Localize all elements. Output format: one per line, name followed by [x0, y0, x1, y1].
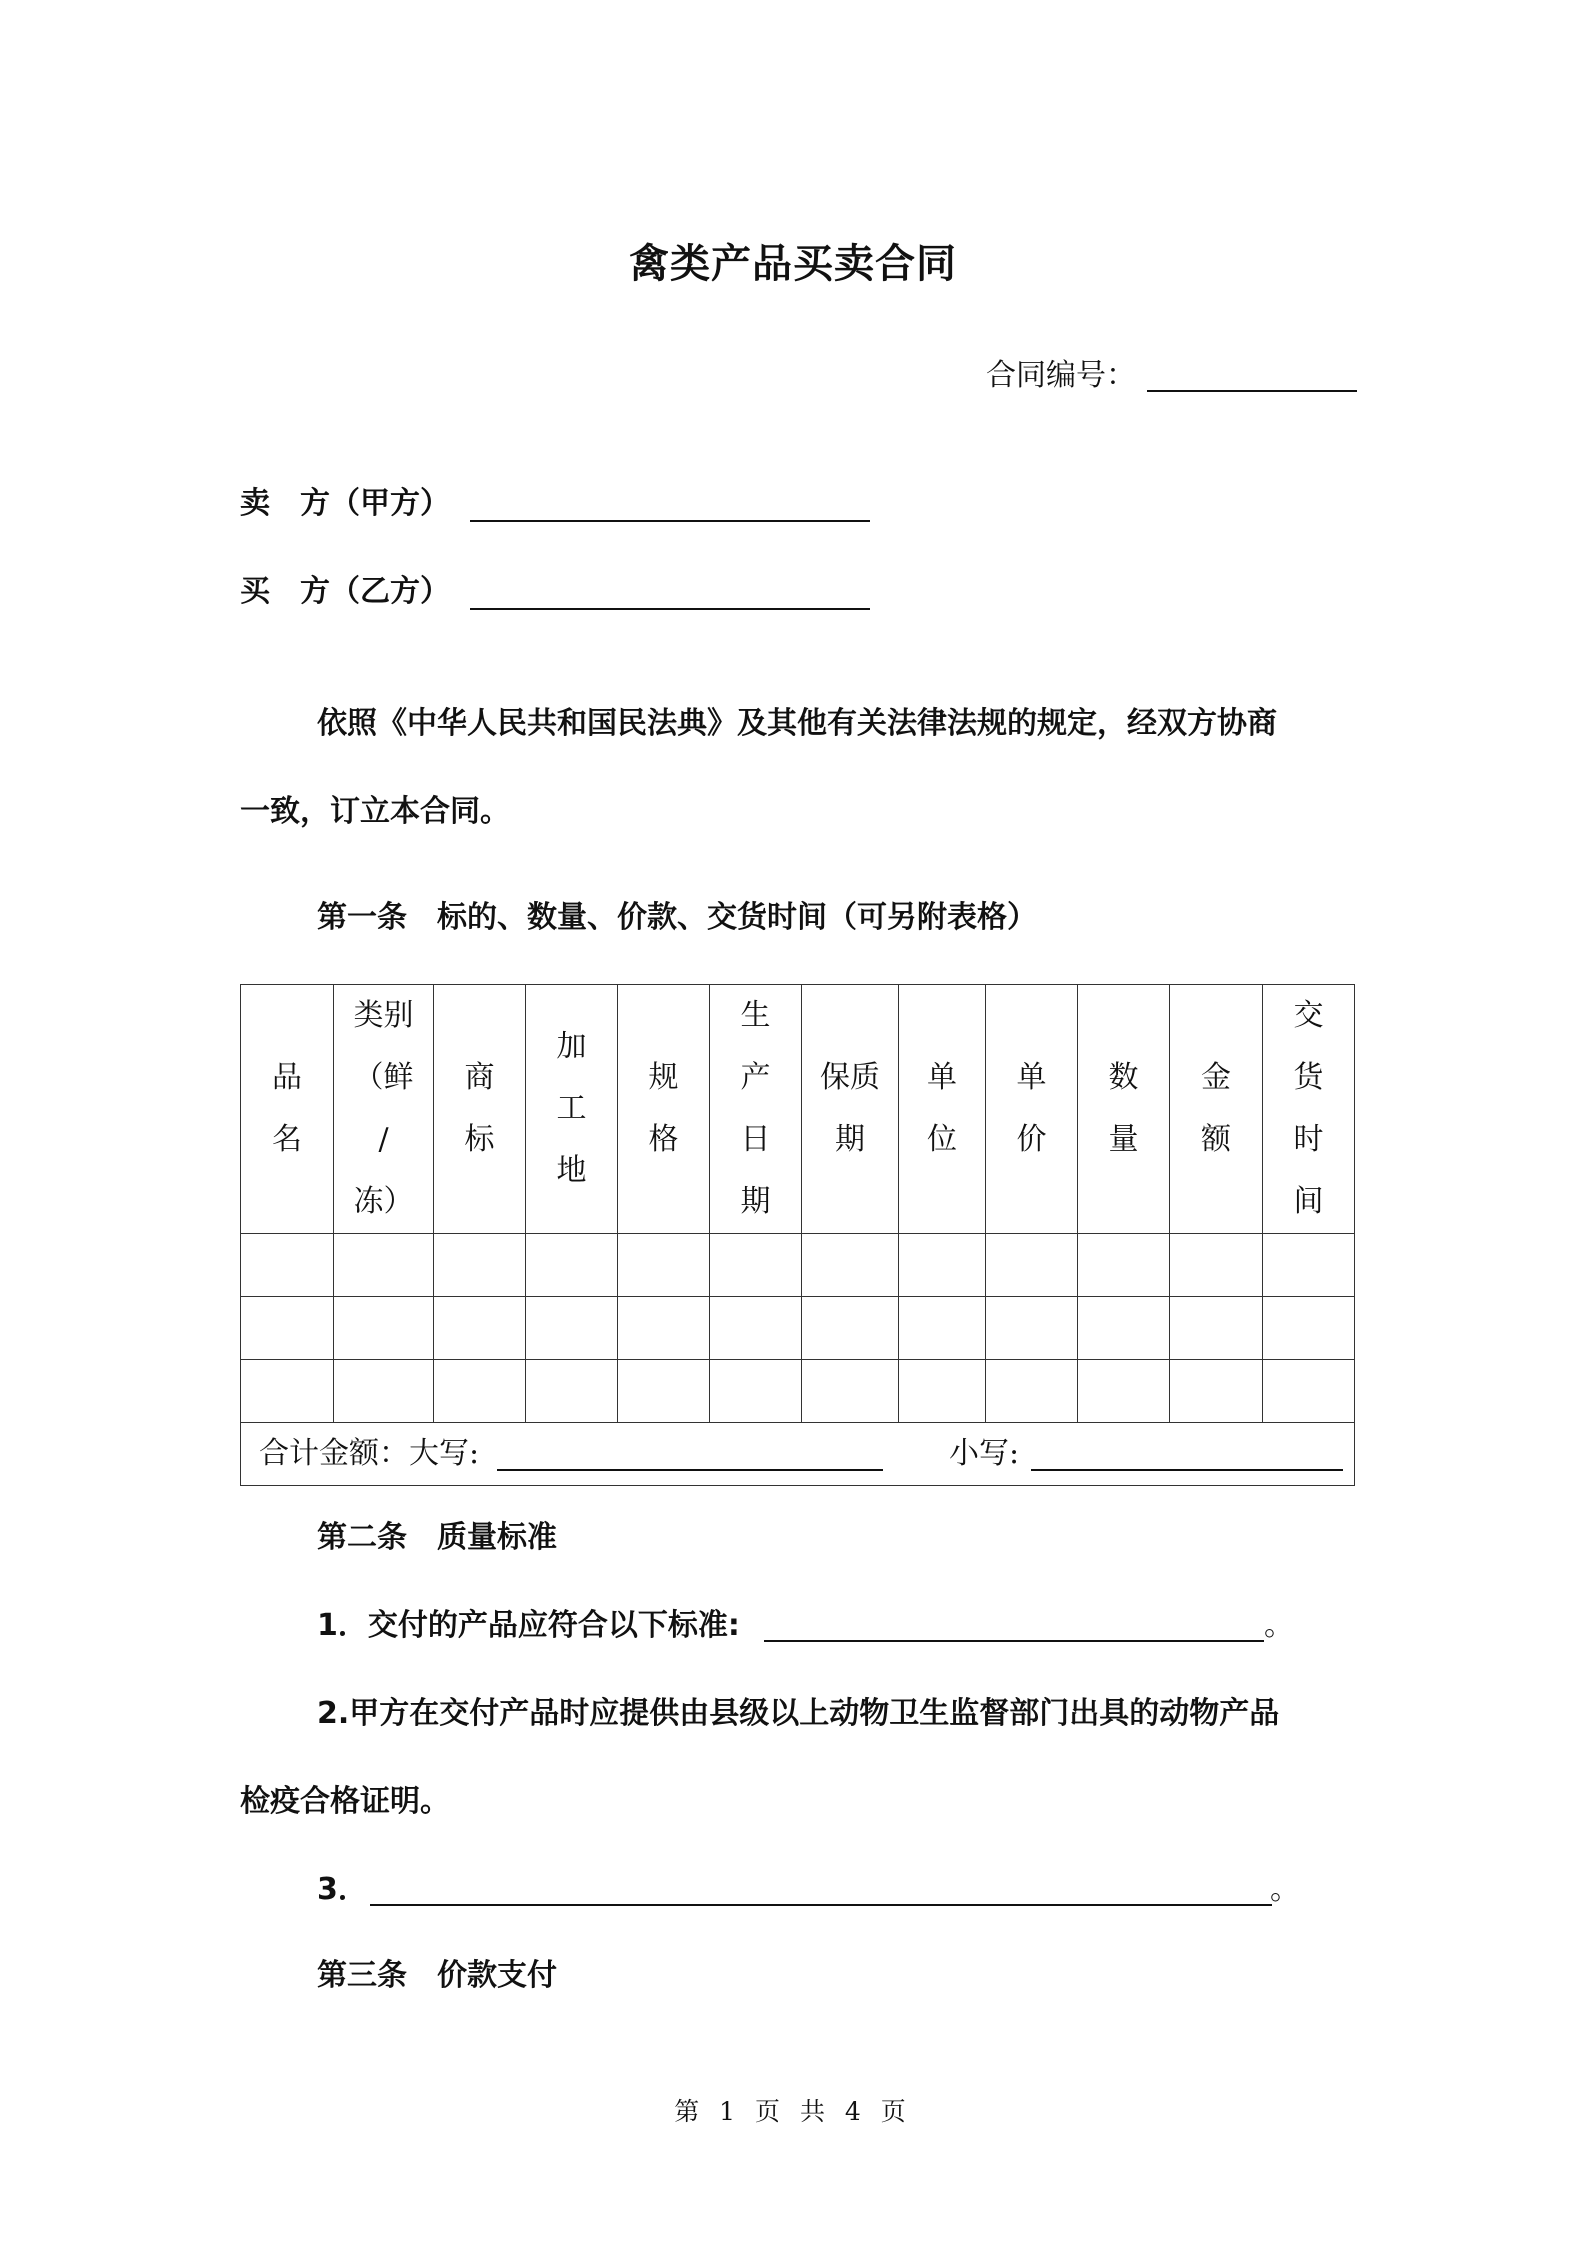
table-cell[interactable]: [1078, 1297, 1170, 1360]
total-amount-words-blank[interactable]: [497, 1435, 883, 1471]
header-shelf-life: 保质 期: [802, 985, 899, 1234]
table-cell[interactable]: [241, 1297, 334, 1360]
table-cell[interactable]: [434, 1297, 526, 1360]
header-product-name: 品 名: [241, 985, 334, 1234]
buyer-blank[interactable]: [470, 574, 870, 610]
table-cell[interactable]: [526, 1297, 618, 1360]
table-cell[interactable]: [1170, 1297, 1263, 1360]
total-amount-label: 合计金额：大写:: [259, 1436, 480, 1471]
table-row: [241, 1360, 1355, 1423]
document-title: 禽类产品买卖合同: [629, 241, 957, 287]
header-specification: 规 格: [618, 985, 710, 1234]
table-cell[interactable]: [526, 1360, 618, 1423]
seller-blank[interactable]: [470, 486, 870, 522]
header-delivery-time: 交 货 时 间: [1263, 985, 1355, 1234]
table-cell[interactable]: [1078, 1234, 1170, 1297]
clause-2-1: 1．交付的产品应符合以下标准:: [317, 1608, 740, 1643]
table-cell[interactable]: [986, 1297, 1078, 1360]
preamble-line1: 依照《中华人民共和国民法典》及其他有关法律法规的规定，经双方协商: [317, 706, 1277, 741]
header-amount: 金 额: [1170, 985, 1263, 1234]
article-3-heading: 第三条 价款支付: [317, 1958, 557, 1993]
table-cell[interactable]: [899, 1234, 986, 1297]
seller-label: 卖 方（甲方）: [240, 486, 450, 521]
table-cell[interactable]: [1263, 1297, 1355, 1360]
table-header-row: [241, 985, 1355, 1234]
contract-number-blank[interactable]: [1147, 356, 1357, 392]
table-cell[interactable]: [241, 1360, 334, 1423]
table-cell[interactable]: [334, 1234, 434, 1297]
preamble-line2: 一致，订立本合同。: [240, 794, 510, 829]
clause-2-2-line1: 2.甲方在交付产品时应提供由县级以上动物卫生监督部门出具的动物产品: [317, 1696, 1280, 1731]
table-cell[interactable]: [1263, 1234, 1355, 1297]
contract-number-label: 合同编号：: [986, 358, 1136, 393]
header-quantity: 数 量: [1078, 985, 1170, 1234]
goods-table: [240, 984, 1355, 1486]
table-cell[interactable]: [526, 1234, 618, 1297]
clause-2-2-line2: 检疫合格证明。: [240, 1784, 450, 1819]
table-cell[interactable]: [1078, 1360, 1170, 1423]
quality-standard-blank[interactable]: [764, 1606, 1264, 1642]
clause-2-3-end: 。: [1270, 1872, 1300, 1907]
table-cell[interactable]: [899, 1360, 986, 1423]
table-cell[interactable]: [618, 1297, 710, 1360]
table-cell[interactable]: [434, 1360, 526, 1423]
table-cell[interactable]: [986, 1234, 1078, 1297]
table-total-row: [241, 1423, 1355, 1486]
table-cell[interactable]: [618, 1234, 710, 1297]
table-cell[interactable]: [241, 1234, 334, 1297]
table-cell[interactable]: [710, 1234, 802, 1297]
table-cell[interactable]: [618, 1360, 710, 1423]
total-amount-figures-label: 小写:: [949, 1436, 1020, 1471]
table-cell[interactable]: [986, 1360, 1078, 1423]
table-cell[interactable]: [710, 1360, 802, 1423]
table-cell[interactable]: [802, 1360, 899, 1423]
header-trademark: 商 标: [434, 985, 526, 1234]
table-cell[interactable]: [802, 1234, 899, 1297]
clause-2-1-end: 。: [1264, 1608, 1294, 1643]
table-cell[interactable]: [1170, 1360, 1263, 1423]
table-row: [241, 1297, 1355, 1360]
table-cell[interactable]: [899, 1297, 986, 1360]
header-processing-place: 加 工 地: [526, 985, 618, 1234]
total-cell: [241, 1423, 1355, 1486]
total-amount-figures-blank[interactable]: [1031, 1435, 1343, 1471]
table-cell[interactable]: [1170, 1234, 1263, 1297]
table-row: [241, 1234, 1355, 1297]
page-footer: 第 1 页 共 4 页: [674, 2097, 912, 2126]
header-production-date: 生 产 日 期: [710, 985, 802, 1234]
article-1-heading: 第一条 标的、数量、价款、交货时间（可另附表格）: [317, 900, 1037, 935]
table-cell[interactable]: [334, 1297, 434, 1360]
header-unit-price: 单 价: [986, 985, 1078, 1234]
clause-2-3: 3．: [317, 1872, 368, 1907]
table-cell[interactable]: [710, 1297, 802, 1360]
header-category: 类别 （鲜 / 冻）: [334, 985, 434, 1234]
buyer-label: 买 方（乙方）: [240, 574, 450, 609]
table-cell[interactable]: [802, 1297, 899, 1360]
table-cell[interactable]: [1263, 1360, 1355, 1423]
table-cell[interactable]: [334, 1360, 434, 1423]
header-unit: 单 位: [899, 985, 986, 1234]
article-2-heading: 第二条 质量标准: [317, 1520, 557, 1555]
table-cell[interactable]: [434, 1234, 526, 1297]
clause-2-3-blank[interactable]: [370, 1870, 1272, 1906]
